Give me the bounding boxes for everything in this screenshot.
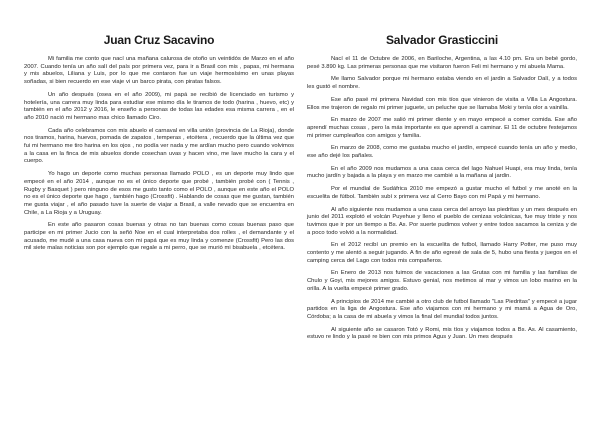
essay-paragraph: A principios de 2014 me cambié a otro club de futbol llamado "Las Piedritas" y empecé a jugar partidos en la liga de Angostura. Ese año viajamos con mi hermano y mi mamá a Agua de Oro, Córdoba; a la casa de mi abuela y vimos la final del mundial todos juntos. [307,298,577,320]
left-essay-title: Juan Cruz Sacavino [103,33,215,47]
essay-paragraph: Ese año pasé mi primera Navidad con mis tíos que vinieron de visita a Villa La Angostura. Ellos me trajeron de regalo mi primer juguete, un peluche que se llamaba Moki y tenía olor a vainilla. [307,96,577,111]
right-essay-body [307,56,577,342]
essay-paragraph: En este año pasaron cosas buenas y otras no tan buenas como cosas buenas paso que participe en mi primer Jucio con la señó Noe en el cual interpretaba dos rolles , el demandante y el acusado, me mudé a una casa nueva con mi papá que es muy linda y comenze (Crossfit) Pero las dos mil siete malas noticias son por ejemplo que regale a mi perro, que se murió mi bisabuela , etcétera. [24,222,294,252]
essay-paragraph: Nací el 11 de Octubre de 2006, en Bariloche, Argentina, a las 4.10 pm. Era un bebé gordo, pesé 3.890 kg. Las primeras personas que me visitaron fueron Feli mi hermano y mi abuela Mama. [307,56,577,70]
essay-paragraph: En el año 2009 nos mudamos a una casa cerca del lago Nahuel Huapi, era muy linda, tenía mucho jardín y bajada a la playa y en marzo me cambié a la mañana al jardin. [307,165,577,180]
right-essay-title: Salvador Grasticcini [385,33,499,47]
essay-paragraph: Mi familia me conto que nací una mañana calurosa de otoño un veintidós de Marzo en el año 2007. Cuando tenía un año salí del país por primera vez, para ir a Brasil con mis , papas, mi hermana y mis abuelos, Liliana y Luis, por lo que me contaron fue un viaje hermosísimo en unas playas soñadas, si bien recuerdo en ese viaje vi un barco pirata, con piratas falsos. [24,56,294,86]
essay-paragraph: En marzo de 2007 me salió mi primer diente y en mayo empecé a comer comida. Ese año aprendí muchas cosas , pero la más importante es que aprendí a caminar. El 11 de octubre festejamos mi primer cumpleaños con amigos y familia. [307,117,577,139]
left-essay-body [24,56,294,253]
essay-paragraph: Al año siguiente nos mudamos a una casa cerca del arroyo las piedritas y un mes después en junio del 2011 explotó el volcán Puyehue y lleno el pueblo de cenizas volcánicas, fue muy triste y nos tuvimos que ir por un tiempo a Bs. As. Por suerte pudimos volver y entre todos sacamos la ceniza y de a poco todo volvió a la normalidad. [307,206,577,236]
essay-paragraph: Yo hago un deporte como muchas personas llamado POLO , es un deporte muy lindo que empecé en el año 2014 , aunque no es el único deporte que probé , también probé con ( Tennis , Rugby y Basquet ) pero ninguno de esos me gusto tanto como el POLO , aunque en este año el POLO no es el único deporte que hago , también hago (Crossfit) . Hablando de cosas que me gustan, también me gusta viajar , el año pasado tuve la suerte de viajar a Brasil, a valle nevado que se encuentra en Chile, a La Rioja y a Uruguay. [24,171,294,216]
left-page [24,33,294,347]
essay-paragraph: En marzo de 2008, como me gustaba mucho el jardín, empecé cuando tenía un año y medio, ese año dejé los pañales. [307,145,577,160]
essay-paragraph: En el 2012 recibí un premio en la escuelita de futbol, llamado Harry Potter, me puso muy contento y me alentó a seguir jugando. A fin de año egresé de sala de 5, hubo una fiesta y juegos en el camping cerca del Lago con todos mis compañeros. [307,242,577,264]
essay-paragraph: Un año después (osea en el año 2009), mi papá se recibió de licenciado en turismo y hotelería, una carrera muy linda para estudiar ese mismo día le tiramos de todo (harina , huevo, etc) y también en el año 2012 y 2016, le enseño a personas de todas las edades esa misma carrera , en el año 2010 nació mi hermano mas chico llamado Ciro. [24,91,294,121]
essay-paragraph: Al siguiente año se casaron Totó y Romi, mis tíos y viajamos todos a Bs. As. Al casamiento, estuvo re lindo y la pasé re bien con mis primos Agus y Juan. Un mes después [307,326,577,341]
essay-paragraph: En Enero de 2013 nos fuimos de vacaciones a las Grutas con mi familia y las familias de Chulo y Goyi, mis mejores amigos. Estuvo genial, nos metimos al mar y vimos un lobo marino en la orilla. A la vuelta empecé primer grado. [307,270,577,292]
essay-paragraph: Me llamo Salvador porque mi hermano estaba viendo en el jardin a Salvador Dalí, y a todos les gustó el nombre. [307,76,577,91]
essay-paragraph: Cada año celebramos con mis abuelo el carnaval en villa unión (provincia de La Rioja), donde nos tiramos, harina, huevos, pomada de zapatos , temperas , etcétera , recuerdo que la última vez que fui mi hermano me tiro harina en los ojos , no podía ver nada y me ardían mucho pero cuando volvimos a la casa en la finca de mis abuelos donde cosechan uvas y hacen vino, me lave mucho la cara y el cuerpo. [24,127,294,165]
right-page [307,33,577,347]
essay-paragraph: Por el mundial de Sudáfrica 2010 me empezó a gustar mucho el futbol y me anoté en la escuelita de fútbol. También subí x primera vez al Cerro Bayo con mi Papá y mi hermano. [307,186,577,200]
